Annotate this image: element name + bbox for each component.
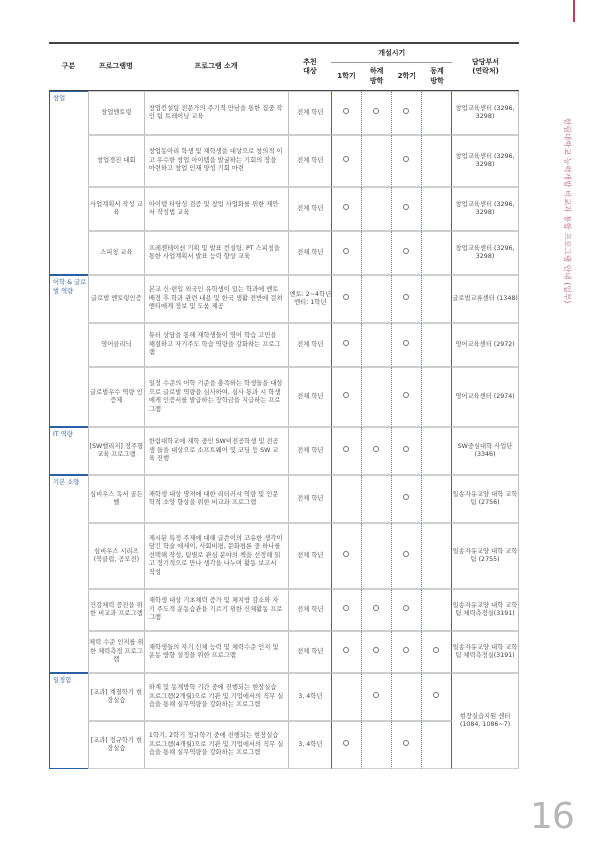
schedule-winter — [422, 631, 452, 673]
schedule-sem2 — [392, 275, 422, 323]
schedule-summer — [362, 367, 392, 427]
target-audience: 전체 학년 — [288, 427, 331, 475]
program-description: 재학생 대상 기초체력 증가 및 체지방 감소와 자기 주도적 운동습관을 기르기 위한 신체활동 프로그램 — [144, 589, 288, 631]
program-description: 튜터 상담을 통해 재학생들이 영어 학습 고민을 해결하고 자기주도 학습 역량을 강화하는 프로그램 — [144, 323, 288, 367]
header-schedule: 개설시기 — [331, 42, 452, 63]
program-description: 제시된 특정 주제에 대해 글쓴이의 고유한 생각이 담긴 학술 에세이, 사회비평, 문화평론 중 하나를 선택해 작성, 팀별로 관심 분야의 책을 선정해 읽고 정기적으로 만나 생각을 나누며 활동 보고서 작성 — [144, 523, 288, 589]
table-row — [49, 673, 519, 721]
schedule-sem1 — [331, 589, 361, 631]
schedule-mark-icon — [403, 494, 409, 500]
program-description: 재학생 대상 명저에 대한 리터러시 역량 및 인문학적 소양 향상을 위한 비교과 프로그램 — [144, 475, 288, 523]
target-audience: 전체 학년 — [288, 231, 331, 275]
schedule-mark-icon — [343, 156, 349, 162]
table-row — [49, 91, 519, 135]
table-row — [49, 721, 519, 769]
schedule-sem2 — [392, 721, 422, 769]
header-dept-line2: (연락처) — [472, 67, 499, 75]
schedule-summer — [362, 427, 392, 475]
schedule-mark-icon — [343, 108, 349, 114]
schedule-sem1 — [331, 323, 361, 367]
department-contact: 창업교육센터 (3296, 3298) — [452, 135, 519, 187]
program-name: 영어클리닉 — [88, 323, 144, 367]
table-row — [49, 367, 519, 427]
target-audience: 전체 학년 — [288, 187, 331, 231]
schedule-sem1 — [331, 187, 361, 231]
schedule-mark-icon — [403, 340, 409, 346]
schedule-mark-icon — [343, 340, 349, 346]
program-name: [교과] 계절학기 현장실습 — [88, 673, 144, 721]
program-name: 심비우스 시리즈 (북클럽, 공모전) — [88, 523, 144, 589]
schedule-sem2 — [392, 427, 422, 475]
target-audience: 전체 학년 — [288, 135, 331, 187]
header-description: 프로그램 소개 — [144, 42, 288, 91]
schedule-sem1 — [331, 523, 361, 589]
schedule-mark-icon — [403, 446, 409, 452]
department-contact: 창업교육센터 (3296, 3298) — [452, 187, 519, 231]
program-name: 글로벌 멘토링인증 — [88, 275, 144, 323]
program-description: 본교 신·편입 외국인 유학생이 있는 학과에 멘토 배정 후 학과 관련 내용 및 한국 생활 전반에 걸쳐 멘티에게 정보 및 도움 제공 — [144, 275, 288, 323]
program-description: 프레젠테이션 기획 및 발표 컨설팅, PT 스피칭을 통한 사업계획서 발표 능력 향상 교육 — [144, 231, 288, 275]
schedule-sem2 — [392, 475, 422, 523]
header-winter-line2: 방학 — [430, 76, 444, 85]
schedule-sem2 — [392, 673, 422, 721]
target-audience: 전체 학년 — [288, 323, 331, 367]
target-audience: 전체 학년 — [288, 631, 331, 673]
program-description: 1학기, 2학기 정규학기 중에 진행되는 현장실습 프로그램(4개월)으로 기관 및 기업에서의 직무 실습을 통해 실무역량을 강화하는 프로그램 — [144, 721, 288, 769]
table-row — [49, 323, 519, 367]
schedule-sem2 — [392, 323, 422, 367]
header-summer — [362, 63, 392, 91]
schedule-mark-icon — [403, 740, 409, 746]
schedule-mark-icon — [373, 605, 379, 611]
table-row — [49, 475, 519, 523]
header-winter-line1: 동계 — [430, 67, 444, 76]
side-running-title: 한림대학교 능력개발 비교과 통합 프로그램 안내 (일부) — [563, 118, 572, 304]
program-description: 한림대학교에 재학 중인 SW비전공학생 및 전공생 들을 대상으로 소프트웨어 및 코딩 등 SW 교육 진행 — [144, 427, 288, 475]
table-row — [49, 187, 519, 231]
schedule-winter — [422, 367, 452, 427]
schedule-sem1 — [331, 231, 361, 275]
schedule-summer — [362, 475, 392, 523]
schedule-winter — [422, 523, 452, 589]
target-audience: 전체 학년 — [288, 91, 331, 135]
category-cell: IT 역량 — [49, 427, 88, 475]
table-row — [49, 631, 519, 673]
program-description: 창업컨설팅 전문가의 주기적 만남을 통한 집중 작인 팀 트레이닝 교육 — [144, 91, 288, 135]
schedule-winter — [422, 187, 452, 231]
program-name: 스피칭 교육 — [88, 231, 144, 275]
schedule-mark-icon — [343, 294, 349, 300]
header-summer-line2: 방학 — [369, 76, 384, 85]
program-name: 체력 수준 인지를 위한 체력측정 프로그램 — [88, 631, 144, 673]
schedule-summer — [362, 275, 392, 323]
schedule-winter — [422, 673, 452, 721]
schedule-summer — [362, 187, 392, 231]
category-cell: 창업 — [49, 91, 88, 275]
header-dept-line1: 담당부서 — [472, 57, 500, 66]
program-name: 건강체력 증진을 위한 비교과 프로그램 — [88, 589, 144, 631]
program-name: 창업멘토링 — [88, 91, 144, 135]
schedule-sem2 — [392, 187, 422, 231]
schedule-mark-icon — [433, 647, 439, 653]
target-audience: 3, 4학년 — [288, 673, 331, 721]
side-accent-line — [573, 0, 575, 22]
schedule-mark-icon — [403, 392, 409, 398]
schedule-sem1 — [331, 673, 361, 721]
department-contact: 일송자유교양 대학 교학팀 체력측정실(3191) — [452, 589, 519, 631]
schedule-mark-icon — [433, 692, 439, 698]
program-name: 창업경진 대회 — [88, 135, 144, 187]
program-name: 사업계획서 작성 교육 — [88, 187, 144, 231]
department-contact: 영어교육센터 (2972) — [452, 323, 519, 367]
table-row — [49, 135, 519, 187]
target-audience: 멘토: 2~4학년 멘티: 1학년 — [288, 275, 331, 323]
schedule-mark-icon — [403, 156, 409, 162]
schedule-sem1 — [331, 721, 361, 769]
department-contact: 일송자유교양 대학 교학팀 (2755) — [452, 523, 519, 589]
schedule-sem2 — [392, 135, 422, 187]
schedule-mark-icon — [373, 446, 379, 452]
schedule-mark-icon — [403, 108, 409, 114]
header-target-line1: 추천 — [303, 57, 317, 66]
schedule-mark-icon — [403, 605, 409, 611]
schedule-sem1 — [331, 91, 361, 135]
target-audience: 3, 4학년 — [288, 721, 331, 769]
department-contact: 창업교육센터 (3296, 3298) — [452, 91, 519, 135]
program-table-body — [49, 91, 519, 769]
schedule-winter — [422, 427, 452, 475]
header-winter — [422, 63, 452, 91]
schedule-mark-icon — [373, 108, 379, 114]
header-program: 프로그램명 — [88, 42, 144, 91]
schedule-winter — [422, 475, 452, 523]
schedule-sem2 — [392, 589, 422, 631]
header-target-line2: 대상 — [303, 67, 317, 75]
department-contact: SW중심대학 사업단 (3346) — [452, 427, 519, 475]
target-audience: 전체 학년 — [288, 367, 331, 427]
schedule-winter — [422, 323, 452, 367]
header-dept — [452, 42, 519, 91]
header-sem1: 1학기 — [331, 63, 361, 91]
category-cell: 기본 소양 — [49, 475, 88, 673]
schedule-mark-icon — [343, 392, 349, 398]
schedule-sem2 — [392, 231, 422, 275]
schedule-mark-icon — [373, 692, 379, 698]
category-cell: 어학 & 글로벌 역량 — [49, 275, 88, 427]
schedule-mark-icon — [343, 446, 349, 452]
schedule-mark-icon — [403, 647, 409, 653]
program-description: 아이템 타당성 검증 및 창업 사업화를 위한 제안서 작성법 교육 — [144, 187, 288, 231]
schedule-mark-icon — [403, 551, 409, 557]
department-contact: 글로벌교류센터 (1348) — [452, 275, 519, 323]
schedule-sem1 — [331, 427, 361, 475]
target-audience: 전체 학년 — [288, 523, 331, 589]
table-row — [49, 589, 519, 631]
program-table — [49, 42, 519, 769]
schedule-mark-icon — [343, 204, 349, 210]
schedule-sem1 — [331, 631, 361, 673]
schedule-winter — [422, 91, 452, 135]
schedule-sem2 — [392, 631, 422, 673]
schedule-summer — [362, 631, 392, 673]
page-number: 16 — [530, 796, 574, 837]
header-summer-line1: 하계 — [369, 67, 384, 76]
schedule-winter — [422, 589, 452, 631]
program-name: [SW밸리지] 정주형 교육 프로그램 — [88, 427, 144, 475]
schedule-sem1 — [331, 275, 361, 323]
program-description: 하계 및 동계방학 기간 중에 진행되는 현장실습 프로그램(2개월)으로 기관 및 기업에서의 직무 실습을 통해 실무역량을 강화하는 프로그램 — [144, 673, 288, 721]
department-contact: 현장실습지원 센터 (1084, 1086~7) — [452, 673, 519, 769]
department-contact: 영어교육센터 (2974) — [452, 367, 519, 427]
program-name: 심비우스 독서 골든벨 — [88, 475, 144, 523]
schedule-summer — [362, 231, 392, 275]
schedule-sem1 — [331, 367, 361, 427]
schedule-mark-icon — [403, 248, 409, 254]
target-audience: 전체 학년 — [288, 589, 331, 631]
schedule-mark-icon — [343, 647, 349, 653]
schedule-mark-icon — [343, 551, 349, 557]
schedule-mark-icon — [343, 605, 349, 611]
department-contact: 일송자유교양 대학 교학팀 (2756) — [452, 475, 519, 523]
program-description: 일정 수준의 어학 기준을 충족하는 학생들을 대상 으로 글로벌 역량을 심사하여, 심사 통과 시 학생 에게 인증서를 발급하는 장학금을 지급하는 프로그램 — [144, 367, 288, 427]
schedule-winter — [422, 721, 452, 769]
schedule-winter — [422, 135, 452, 187]
program-name: 글로벌우수 역량 인증제 — [88, 367, 144, 427]
target-audience: 전체 학년 — [288, 475, 331, 523]
department-contact: 일송자유교양 대학 교학팀 체력측정실(3191) — [452, 631, 519, 673]
schedule-summer — [362, 135, 392, 187]
schedule-summer — [362, 91, 392, 135]
program-description: 창업동아리 학생 및 재학생을 대상으로 창의적 이고 우수한 창업 아이템을 발굴하는 기회의 장을 마련하고 창업 인재 양성 기회 마련 — [144, 135, 288, 187]
schedule-mark-icon — [343, 740, 349, 746]
schedule-summer — [362, 323, 392, 367]
program-name: [교과] 정규학기 현장실습 — [88, 721, 144, 769]
header-category: 구분 — [49, 42, 88, 91]
schedule-summer — [362, 721, 392, 769]
table-row — [49, 275, 519, 323]
header-sem2: 2학기 — [392, 63, 422, 91]
schedule-mark-icon — [343, 248, 349, 254]
schedule-sem1 — [331, 135, 361, 187]
category-cell: 일경험 — [49, 673, 88, 769]
table-row — [49, 231, 519, 275]
schedule-mark-icon — [403, 204, 409, 210]
schedule-winter — [422, 231, 452, 275]
table-row — [49, 427, 519, 475]
schedule-winter — [422, 275, 452, 323]
schedule-sem2 — [392, 367, 422, 427]
schedule-summer — [362, 589, 392, 631]
department-contact: 창업교육센터 (3296, 3298) — [452, 231, 519, 275]
schedule-summer — [362, 523, 392, 589]
schedule-mark-icon — [373, 647, 379, 653]
schedule-sem1 — [331, 475, 361, 523]
program-description: 재학생들의 자기 신체 능력 및 체력수준 인지 및 운동 방향 설정을 위한 프로그램 — [144, 631, 288, 673]
table-row — [49, 523, 519, 589]
schedule-sem2 — [392, 91, 422, 135]
schedule-sem2 — [392, 523, 422, 589]
schedule-mark-icon — [403, 294, 409, 300]
schedule-summer — [362, 673, 392, 721]
header-target — [288, 42, 331, 91]
